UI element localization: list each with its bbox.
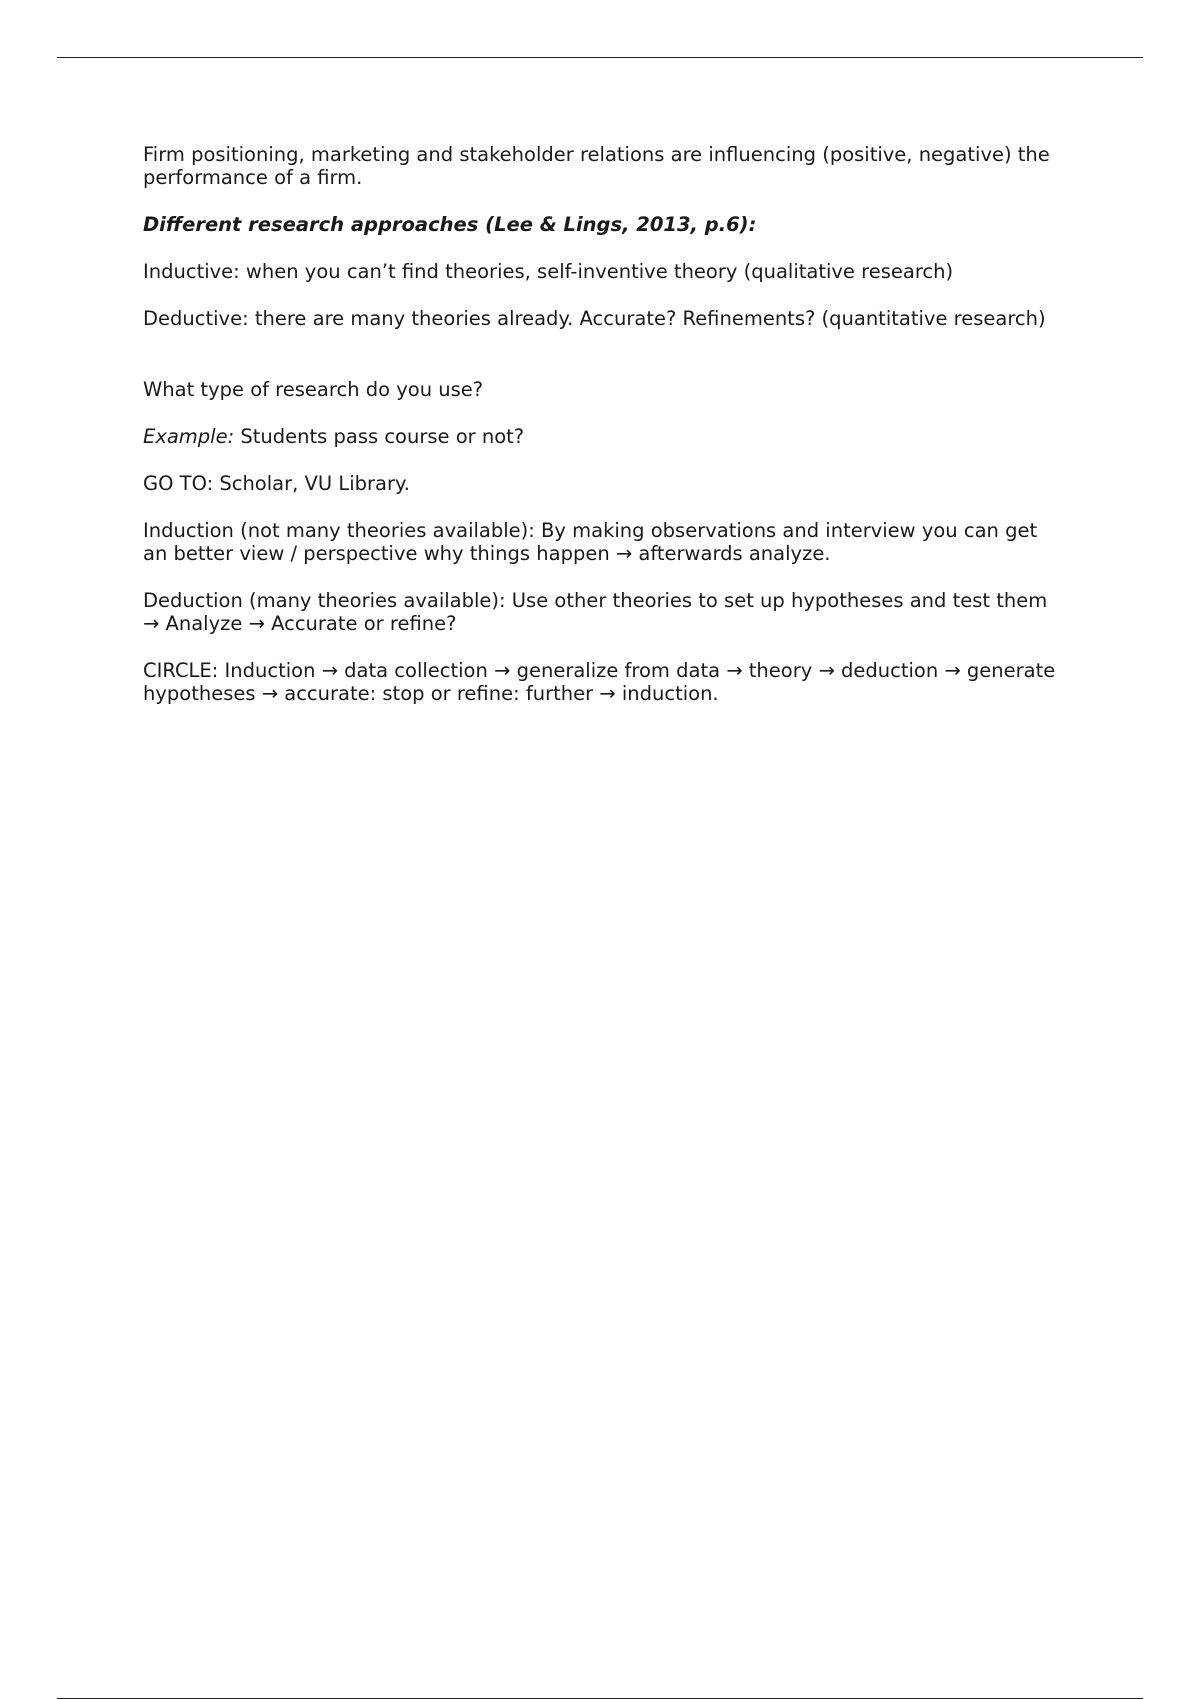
footer-rule — [57, 1698, 1143, 1699]
header-rule — [57, 57, 1143, 58]
inductive-paragraph: Inductive: when you can’t find theories, self-inventive theory (qualitative research) — [143, 260, 954, 283]
question-paragraph: What type of research do you use? — [143, 378, 484, 401]
deductive-paragraph: Deductive: there are many theories already. Accurate? Refinements? (quantitative research) — [143, 307, 1046, 330]
example-paragraph — [143, 425, 1063, 448]
induction-paragraph: Induction (not many theories available): By making observations and interview you can get an better view / perspective why things happen → afterwards analyze. — [143, 519, 1038, 565]
intro-paragraph: Firm positioning, marketing and stakeholder relations are influencing (positive, negative) the performance of a firm. — [143, 143, 1050, 189]
section-heading: Different research approaches (Lee & Lings, 2013, p.6): — [143, 213, 757, 236]
page-body — [143, 143, 1063, 729]
deduction-paragraph: Deduction (many theories available): Use other theories to set up hypotheses and test them → Analyze → Accurate or refine? — [143, 589, 1048, 635]
circle-paragraph: CIRCLE: Induction → data collection → generalize from data → theory → deduction → generate hypotheses → accurate: stop or refine: further → induction. — [143, 659, 1056, 705]
example-text: Students pass course or not? — [234, 425, 525, 448]
example-label: Example: — [143, 425, 235, 448]
goto-paragraph: GO TO: Scholar, VU Library. — [143, 472, 410, 495]
